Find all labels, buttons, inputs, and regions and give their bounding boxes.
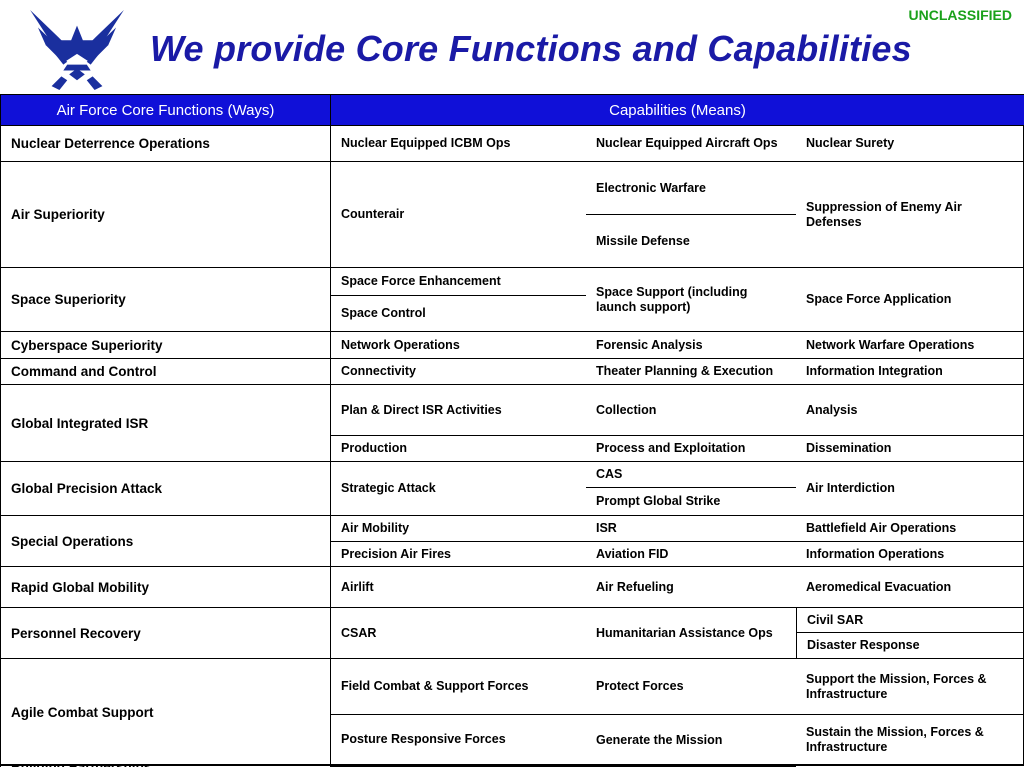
- capability-cell: Connectivity: [330, 358, 586, 384]
- capability-cell: Production: [330, 435, 586, 461]
- function-cell: Global Precision Attack: [0, 461, 330, 515]
- capability-cell: Support the Mission, Forces & Infrastructure: [796, 658, 1024, 714]
- capability-cell: [330, 766, 586, 767]
- capability-cell: Nuclear Surety: [796, 125, 1024, 161]
- function-cell: Air Superiority: [0, 161, 330, 267]
- capability-cell: Air Refueling: [586, 566, 796, 607]
- function-cell: Space Superiority: [0, 267, 330, 331]
- air-force-symbol-icon: [28, 8, 126, 92]
- capability-cell: Disaster Response: [796, 632, 1024, 658]
- capability-cell: Theater Planning & Execution: [586, 358, 796, 384]
- capability-cell: Missile Defense: [586, 214, 796, 267]
- capability-cell: Space Support (including launch support): [586, 267, 796, 331]
- capability-cell: Collection: [586, 384, 796, 435]
- capability-cell: Suppression of Enemy Air Defenses: [796, 161, 1024, 267]
- function-cell: Nuclear Deterrence Operations: [0, 125, 330, 161]
- header-core-functions: Air Force Core Functions (Ways): [0, 94, 330, 125]
- function-cell: Cyberspace Superiority: [0, 331, 330, 358]
- function-cell: [0, 765, 330, 767]
- capability-cell: Plan & Direct ISR Activities: [330, 384, 586, 435]
- capability-cell: Battlefield Air Operations: [796, 515, 1024, 541]
- core-functions-table: [0, 94, 1024, 765]
- capability-cell: Generate the Mission: [586, 714, 796, 765]
- function-cell: Command and Control: [0, 358, 330, 384]
- capability-cell: [796, 765, 1024, 767]
- capability-cell: ISR: [586, 515, 796, 541]
- capability-cell: Nuclear Equipped ICBM Ops: [330, 125, 586, 161]
- header-capabilities: Capabilities (Means): [330, 94, 1024, 125]
- capability-cell: Forensic Analysis: [586, 331, 796, 358]
- classification-marking: UNCLASSIFIED: [908, 7, 1012, 23]
- capability-cell: CAS: [586, 461, 796, 487]
- capability-cell: Information Operations: [796, 541, 1024, 566]
- page-title: We provide Core Functions and Capabilities: [150, 28, 912, 69]
- capability-cell: Counterair: [330, 161, 586, 267]
- capability-cell: Field Combat & Support Forces: [330, 658, 586, 714]
- capability-cell: Sustain the Mission, Forces & Infrastructure: [796, 714, 1024, 765]
- capability-cell: Air Mobility: [330, 515, 586, 541]
- capability-cell: Analysis: [796, 384, 1024, 435]
- capability-cell: Information Integration: [796, 358, 1024, 384]
- capability-cell: Space Control: [330, 295, 586, 331]
- capability-cell: Dissemination: [796, 435, 1024, 461]
- capability-cell: Civil SAR: [796, 607, 1024, 632]
- capability-cell: Posture Responsive Forces: [330, 714, 586, 764]
- capability-cell: Network Operations: [330, 331, 586, 358]
- function-cell: Agile Combat Support: [0, 658, 330, 765]
- capability-cell: Network Warfare Operations: [796, 331, 1024, 358]
- function-cell: Global Integrated ISR: [0, 384, 330, 461]
- function-cell: Rapid Global Mobility: [0, 566, 330, 607]
- capability-cell: Electronic Warfare: [586, 161, 796, 214]
- capability-cell: Humanitarian Assistance Ops: [586, 607, 796, 658]
- capability-cell: [586, 766, 796, 767]
- capability-cell: Protect Forces: [586, 658, 796, 714]
- capability-cell: CSAR: [330, 607, 586, 658]
- capability-cell: Precision Air Fires: [330, 541, 586, 566]
- capability-cell: Air Interdiction: [796, 461, 1024, 515]
- capability-cell: Space Force Application: [796, 267, 1024, 331]
- function-cell: Special Operations: [0, 515, 330, 566]
- capability-cell: Aviation FID: [586, 541, 796, 566]
- capability-cell: Airlift: [330, 566, 586, 607]
- capability-cell: Space Force Enhancement: [330, 267, 586, 295]
- capability-cell: Aeromedical Evacuation: [796, 566, 1024, 607]
- capability-cell: Nuclear Equipped Aircraft Ops: [586, 125, 796, 161]
- capability-cell: Strategic Attack: [330, 461, 586, 515]
- capability-cell: Prompt Global Strike: [586, 487, 796, 515]
- capability-cell: Process and Exploitation: [586, 435, 796, 461]
- function-cell: Personnel Recovery: [0, 607, 330, 658]
